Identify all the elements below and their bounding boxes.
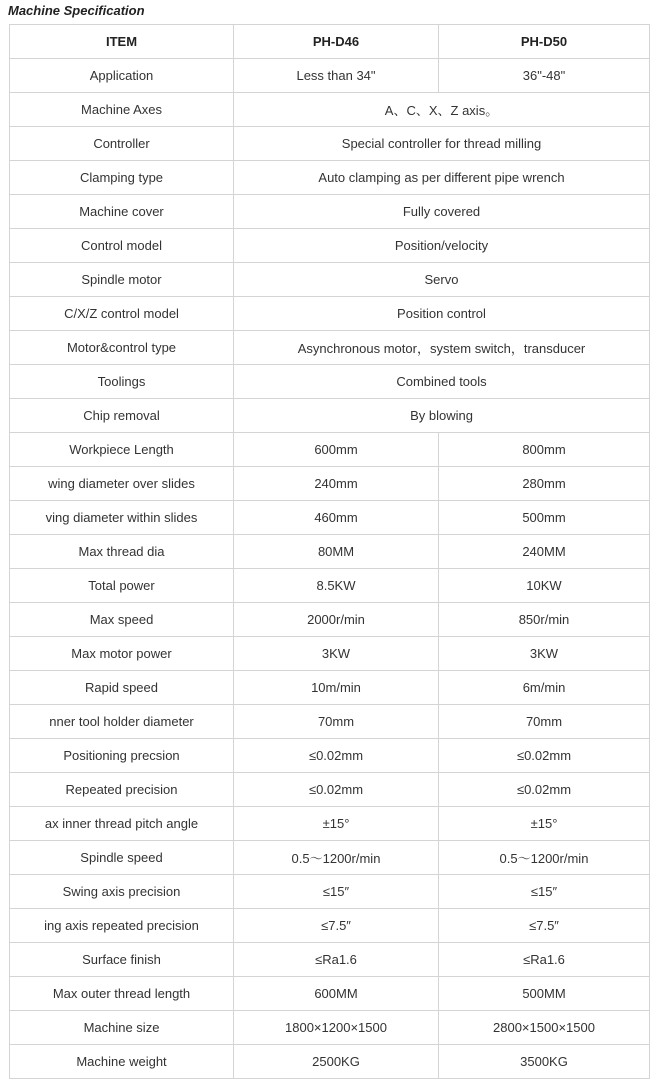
spec-label-text: Total power	[88, 578, 155, 593]
spec-value-ph-d50: 2800×1500×1500	[439, 1011, 650, 1045]
table-header-row	[10, 25, 650, 59]
spec-value-ph-d50: 3KW	[439, 637, 650, 671]
table-row	[10, 637, 650, 671]
spec-value-ph-d50: ≤15″	[439, 875, 650, 909]
table-row	[10, 161, 650, 195]
table-row	[10, 773, 650, 807]
spec-label-text: Controller	[93, 136, 150, 151]
spec-value-ph-d50: 3500KG	[439, 1045, 650, 1079]
spec-value-ph-d50: 0.5～1200r/min	[439, 841, 650, 875]
table-row	[10, 569, 650, 603]
spec-value-ph-d46: 10m/min	[234, 671, 439, 705]
spec-label-text: Positioning precsion	[63, 748, 180, 763]
spec-label-text: C/X/Z control model	[64, 306, 179, 321]
spec-value-shared: A、C、X、Z axis。	[234, 93, 650, 127]
spec-label	[10, 841, 234, 875]
table-row	[10, 365, 650, 399]
table-row	[10, 399, 650, 433]
spec-value-ph-d46: ≤7.5″	[234, 909, 439, 943]
spec-label-text: ax inner thread pitch angle	[44, 816, 199, 831]
spec-value-ph-d46: 8.5KW	[234, 569, 439, 603]
spec-value-ph-d50: ≤7.5″	[439, 909, 650, 943]
spec-label	[10, 399, 234, 433]
spec-label-text: ving diameter within slides	[45, 510, 198, 525]
spec-label	[10, 535, 234, 569]
spec-value-ph-d46: 2000r/min	[234, 603, 439, 637]
spec-value-ph-d50: 280mm	[439, 467, 650, 501]
spec-label	[10, 977, 234, 1011]
spec-label-text: Machine Axes	[81, 102, 162, 117]
spec-value-ph-d46: ≤15″	[234, 875, 439, 909]
spec-label-text: Max motor power	[71, 646, 172, 661]
table-row	[10, 943, 650, 977]
spec-label	[10, 671, 234, 705]
spec-label-text: Max thread dia	[78, 544, 165, 559]
table-row	[10, 1011, 650, 1045]
spec-label-text: wing diameter over slides	[48, 476, 195, 491]
spec-value-ph-d50: 240MM	[439, 535, 650, 569]
spec-label-text: Surface finish	[82, 952, 161, 967]
spec-label	[10, 739, 234, 773]
spec-label	[10, 637, 234, 671]
spec-value-ph-d46: 1800×1200×1500	[234, 1011, 439, 1045]
spec-label	[10, 365, 234, 399]
spec-label-text: Control model	[81, 238, 162, 253]
spec-label	[10, 705, 234, 739]
spec-value-shared: Position control	[234, 297, 650, 331]
table-row	[10, 841, 650, 875]
spec-label-text: Chip removal	[83, 408, 160, 423]
table-row	[10, 229, 650, 263]
table-row	[10, 501, 650, 535]
spec-value-ph-d50: 850r/min	[439, 603, 650, 637]
spec-label-text: Swing axis precision	[62, 884, 181, 899]
table-row	[10, 195, 650, 229]
spec-label-text: Application	[89, 68, 154, 83]
table-row	[10, 807, 650, 841]
table-row	[10, 331, 650, 365]
spec-label	[10, 501, 234, 535]
spec-value-ph-d46: ≤0.02mm	[234, 739, 439, 773]
table-row	[10, 977, 650, 1011]
table-row	[10, 1045, 650, 1079]
spec-value-ph-d50: 10KW	[439, 569, 650, 603]
spec-value-ph-d50: 70mm	[439, 705, 650, 739]
spec-label-text: Rapid speed	[85, 680, 158, 695]
spec-label-text: Spindle motor	[81, 272, 162, 287]
spec-label	[10, 1045, 234, 1079]
spec-value-ph-d46: Less than 34"	[234, 59, 439, 93]
spec-label-text: Machine size	[83, 1020, 160, 1035]
spec-label	[10, 59, 234, 93]
spec-value-shared: By blowing	[234, 399, 650, 433]
table-row	[10, 93, 650, 127]
spec-table-body	[10, 25, 650, 1079]
table-row	[10, 909, 650, 943]
spec-label-text: nner tool holder diameter	[49, 714, 194, 729]
spec-value-ph-d46: 70mm	[234, 705, 439, 739]
spec-label	[10, 943, 234, 977]
spec-value-ph-d46: 240mm	[234, 467, 439, 501]
spec-label-text: Clamping type	[79, 170, 164, 185]
spec-label	[10, 773, 234, 807]
spec-value-ph-d46: 460mm	[234, 501, 439, 535]
spec-value-ph-d50: ≤Ra1.6	[439, 943, 650, 977]
spec-value-ph-d50: 36"-48"	[439, 59, 650, 93]
spec-table	[9, 24, 650, 1079]
spec-label	[10, 127, 234, 161]
spec-label-text: Machine cover	[79, 204, 164, 219]
header-model-ph-d50: PH-D50	[439, 25, 650, 59]
spec-value-ph-d46: 3KW	[234, 637, 439, 671]
table-row	[10, 739, 650, 773]
table-row	[10, 603, 650, 637]
spec-value-ph-d46: ±15°	[234, 807, 439, 841]
spec-value-ph-d46: 0.5～1200r/min	[234, 841, 439, 875]
spec-value-ph-d50: ≤0.02mm	[439, 739, 650, 773]
spec-label	[10, 263, 234, 297]
table-row	[10, 705, 650, 739]
spec-label	[10, 229, 234, 263]
spec-label-text: Toolings	[97, 374, 146, 389]
spec-value-shared: Fully covered	[234, 195, 650, 229]
spec-label-text: Motor&control type	[66, 340, 177, 355]
table-row	[10, 467, 650, 501]
spec-label	[10, 331, 234, 365]
spec-value-ph-d50: 6m/min	[439, 671, 650, 705]
spec-value-ph-d50: ±15°	[439, 807, 650, 841]
spec-label	[10, 297, 234, 331]
spec-label-text: Repeated precision	[65, 782, 178, 797]
spec-value-ph-d46: 600mm	[234, 433, 439, 467]
table-row	[10, 127, 650, 161]
spec-label-text: Max outer thread length	[52, 986, 191, 1001]
spec-label	[10, 1011, 234, 1045]
spec-value-ph-d50: 500MM	[439, 977, 650, 1011]
spec-label	[10, 93, 234, 127]
spec-value-shared: Servo	[234, 263, 650, 297]
spec-value-ph-d50: 500mm	[439, 501, 650, 535]
spec-label	[10, 875, 234, 909]
spec-label	[10, 195, 234, 229]
spec-label	[10, 603, 234, 637]
spec-value-shared: Combined tools	[234, 365, 650, 399]
spec-value-shared: Position/velocity	[234, 229, 650, 263]
table-row	[10, 59, 650, 93]
spec-value-ph-d46: ≤0.02mm	[234, 773, 439, 807]
spec-label	[10, 807, 234, 841]
spec-value-ph-d50: ≤0.02mm	[439, 773, 650, 807]
spec-label-text: Spindle speed	[80, 850, 163, 865]
page-title: Machine Specification	[8, 3, 145, 18]
spec-label	[10, 161, 234, 195]
spec-value-ph-d46: 600MM	[234, 977, 439, 1011]
spec-label	[10, 433, 234, 467]
spec-value-ph-d46: 80MM	[234, 535, 439, 569]
header-item: ITEM	[10, 25, 234, 59]
table-row	[10, 297, 650, 331]
spec-value-shared: Special controller for thread milling	[234, 127, 650, 161]
spec-label-text: Machine weight	[76, 1054, 167, 1069]
spec-label	[10, 909, 234, 943]
table-row	[10, 535, 650, 569]
spec-value-ph-d50: 800mm	[439, 433, 650, 467]
spec-value-ph-d46: 2500KG	[234, 1045, 439, 1079]
spec-label	[10, 467, 234, 501]
spec-value-shared: Asynchronous motor，system switch，transducer	[234, 331, 650, 365]
table-row	[10, 875, 650, 909]
table-row	[10, 671, 650, 705]
spec-label-text: Max speed	[89, 612, 154, 627]
table-row	[10, 433, 650, 467]
spec-label-text: Workpiece Length	[69, 442, 174, 457]
header-model-ph-d46: PH-D46	[234, 25, 439, 59]
spec-value-ph-d46: ≤Ra1.6	[234, 943, 439, 977]
spec-label-text: ing axis repeated precision	[44, 918, 199, 933]
spec-value-shared: Auto clamping as per different pipe wrench	[234, 161, 650, 195]
table-row	[10, 263, 650, 297]
spec-label	[10, 569, 234, 603]
